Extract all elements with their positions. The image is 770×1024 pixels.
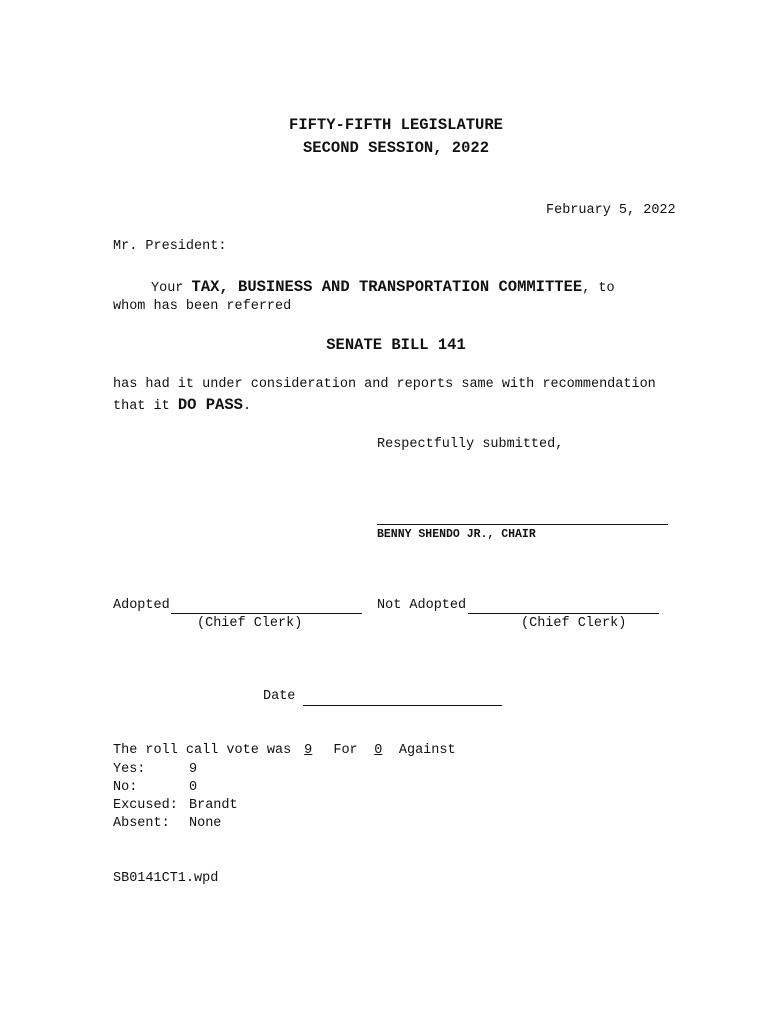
roll-excused-value: Brandt: [189, 798, 238, 813]
consideration-line: has had it under consideration and reports same with recommendation: [113, 377, 656, 392]
intro-to: , to: [582, 281, 615, 296]
closing-text: Respectfully submitted,: [377, 437, 564, 452]
that-it-text: that it: [113, 399, 170, 414]
roll-call-prefix: The roll call vote was: [113, 743, 292, 758]
signature-line: [377, 524, 668, 525]
roll-absent-value: None: [189, 816, 222, 831]
roll-yes-value: 9: [189, 762, 198, 777]
roll-call-line: [113, 743, 456, 759]
adopted-clerk-label: (Chief Clerk): [197, 616, 303, 631]
against-count: 0: [374, 743, 383, 758]
legislature-title: FIFTY-FIFTH LEGISLATURE: [289, 116, 503, 134]
adopted-signature-line: [171, 613, 362, 614]
not-adopted-clerk-label: (Chief Clerk): [521, 616, 627, 631]
roll-no-label: No:: [113, 780, 138, 795]
do-pass-text: DO PASS: [177, 396, 243, 414]
roll-no-value: 0: [189, 780, 198, 795]
session-title: SECOND SESSION, 2022: [302, 139, 490, 157]
salutation: Mr. President:: [113, 239, 227, 254]
for-label: For: [333, 743, 358, 758]
date-field-line: [303, 705, 502, 706]
signer-name: BENNY SHENDO JR., CHAIR: [377, 528, 536, 541]
intro-line: [151, 279, 615, 297]
not-adopted-label: Not Adopted: [377, 598, 467, 613]
roll-excused-label: Excused:: [113, 798, 178, 813]
report-date: February 5, 2022: [546, 203, 676, 218]
intro-your: Your: [151, 281, 184, 296]
adopted-label: Adopted: [113, 598, 170, 613]
period-text: .: [242, 399, 252, 414]
committee-name: TAX, BUSINESS AND TRANSPORTATION COMMITTEE: [191, 278, 583, 296]
not-adopted-signature-line: [468, 613, 659, 614]
for-count: 9: [304, 743, 313, 758]
intro-line-2: whom has been referred: [113, 299, 292, 314]
against-label: Against: [398, 743, 456, 758]
date-field-label: Date: [263, 689, 296, 704]
bill-number: SENATE BILL 141: [326, 336, 466, 354]
roll-yes-label: Yes:: [113, 762, 146, 777]
file-name: SB0141CT1.wpd: [113, 871, 219, 886]
roll-absent-label: Absent:: [113, 816, 170, 831]
recommendation-line: [113, 397, 251, 415]
